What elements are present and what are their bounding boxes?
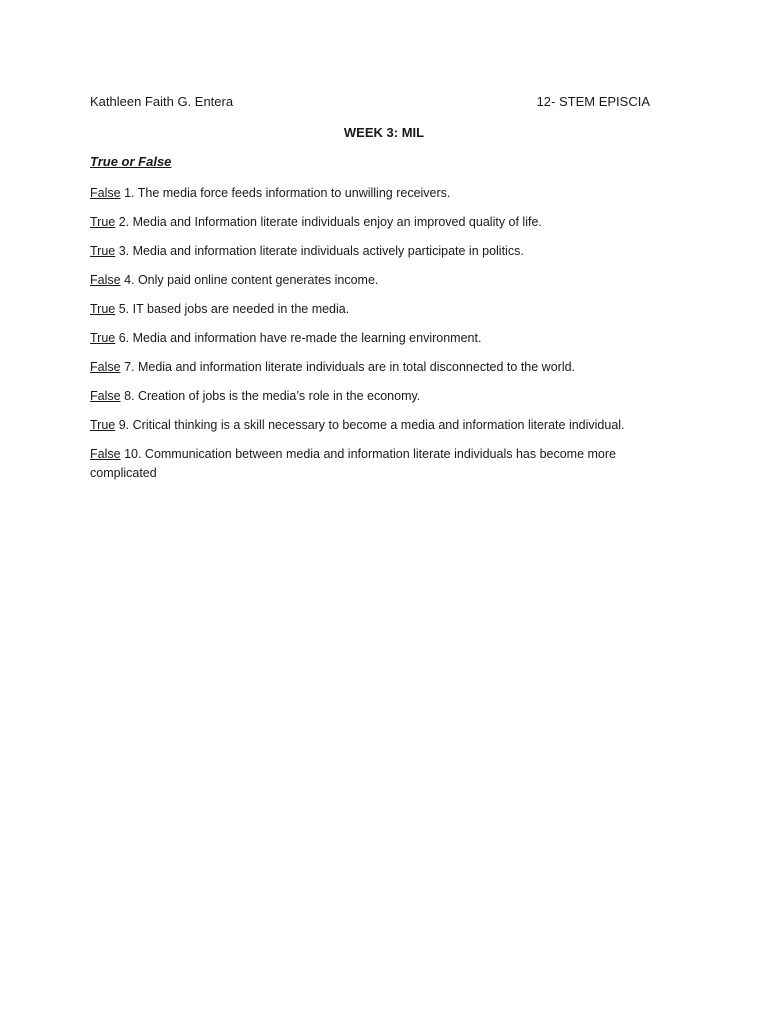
question-item: [90, 387, 650, 406]
answer-text: False: [90, 360, 121, 374]
question-text: 6. Media and information have re-made the learning environment.: [118, 331, 482, 345]
student-section: 12- STEM EPISCIA: [536, 94, 650, 109]
answer-text: True: [90, 331, 116, 345]
document-title: WEEK 3: MIL: [343, 125, 425, 140]
question-item: [90, 416, 650, 435]
question-text: 7. Media and information literate individuals are in total disconnected to the world.: [124, 360, 576, 374]
section-heading: True or False: [90, 154, 172, 169]
question-text: 5. IT based jobs are needed in the media.: [118, 302, 350, 316]
question-text: 3. Media and information literate individuals actively participate in politics.: [118, 244, 524, 258]
question-item: [90, 358, 650, 377]
question-list: [90, 184, 650, 493]
question-item: [90, 213, 650, 232]
answer-text: False: [90, 186, 121, 200]
question-text: 10. Communication between media and information literate individuals has become more complicated: [90, 447, 616, 480]
answer-text: False: [90, 389, 121, 403]
question-text: 4. Only paid online content generates income.: [124, 273, 379, 287]
question-item: [90, 445, 650, 483]
question-item: [90, 271, 650, 290]
question-item: [90, 300, 650, 319]
answer-text: True: [90, 244, 116, 258]
answer-text: False: [90, 273, 121, 287]
question-item: [90, 242, 650, 261]
question-text: 8. Creation of jobs is the media’s role in the economy.: [124, 389, 421, 403]
question-item: [90, 329, 650, 348]
answer-text: True: [90, 418, 116, 432]
question-text: 2. Media and Information literate individuals enjoy an improved quality of life.: [118, 215, 542, 229]
answer-text: True: [90, 215, 116, 229]
answer-text: True: [90, 302, 116, 316]
question-text: 9. Critical thinking is a skill necessary to become a media and information literate individual.: [118, 418, 625, 432]
student-name: Kathleen Faith G. Entera: [90, 94, 234, 109]
answer-text: False: [90, 447, 121, 461]
question-text: 1. The media force feeds information to unwilling receivers.: [124, 186, 451, 200]
document-header: [90, 94, 650, 112]
question-item: [90, 184, 650, 203]
